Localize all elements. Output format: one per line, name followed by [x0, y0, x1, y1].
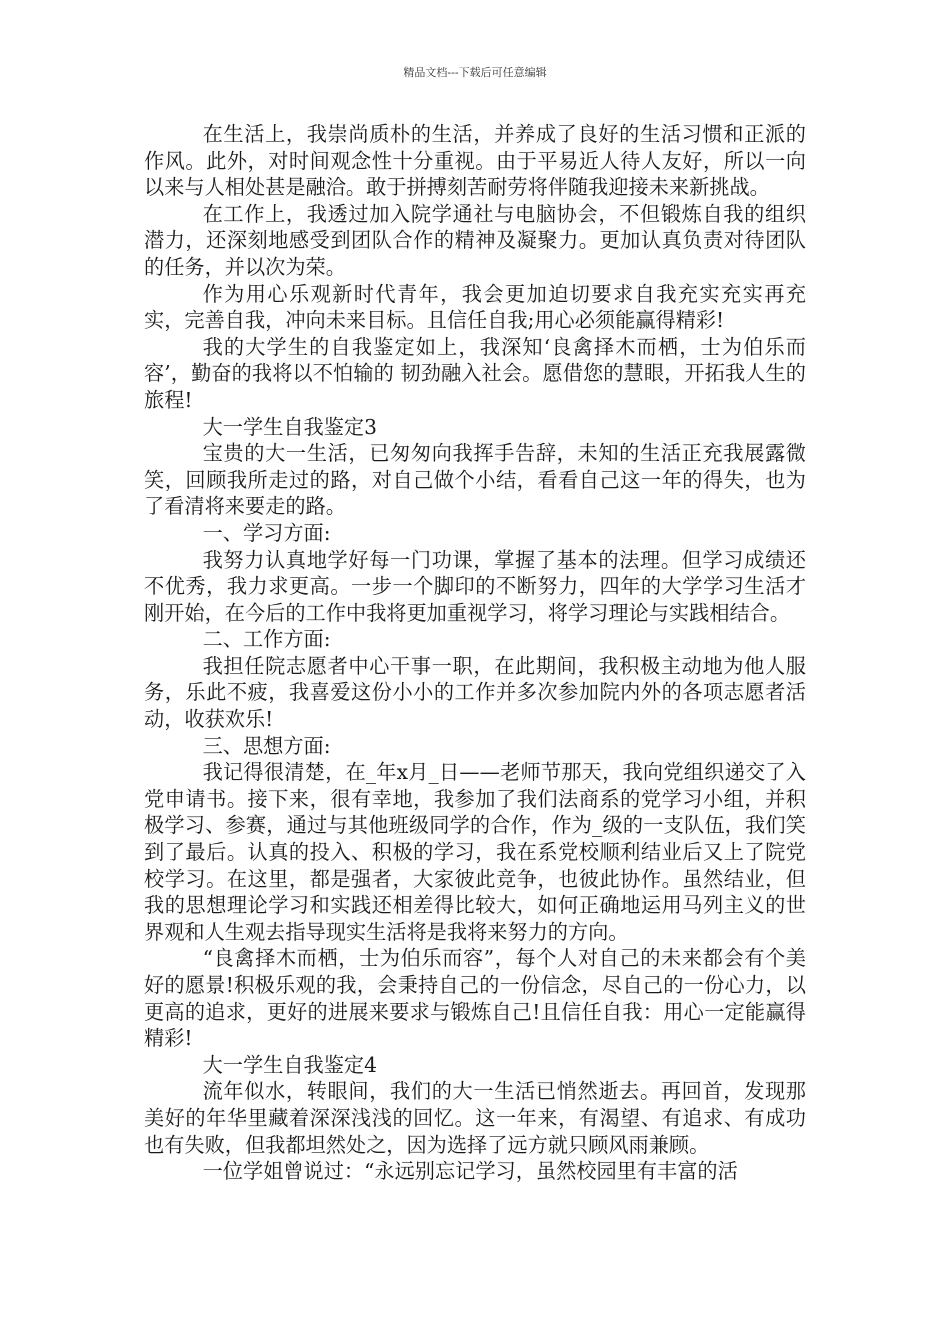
- subsection-heading: 二、工作方面:: [202, 627, 331, 652]
- paragraph: 我努力认真地学好每一门功课，掌握了基本的法理。但学习成绩还不优秀，我力求更高。一步一个脚印的不断努力，四年的大学学习生活才刚开始，在今后的工作中我将更加重视学习，将学习理论与实践相结合。: [144, 547, 806, 625]
- paragraph: 我担任院志愿者中心干事一职，在此期间，我积极主动地为他人服务，乐此不疲，我喜爱这份小小的工作并多次参加院内外的各项志愿者活动，收获欢乐!: [144, 653, 806, 732]
- subsection-heading: 一、学习方面:: [202, 520, 331, 545]
- subsection-heading: 三、思想方面:: [202, 733, 331, 758]
- paragraph: “良禽择木而栖，士为伯乐而容”，每个人对自己的未来都会有个美好的愿景!积极乐观的我，会秉持自己的一份信念，尽自己的一份心力，以更高的追求，更好的进展来要求与锻炼自己!且信任自我：用心一定能赢得精彩!: [144, 946, 806, 1051]
- paragraph: 作为用心乐观新时代青年，我会更加迫切要求自我充实充实再充实，完善自我，冲向未来目标。且信任自我;用心必须能赢得精彩!: [144, 281, 806, 333]
- paragraph: 我的大学生的自我鉴定如上，我深知‘良禽择木而栖，士为伯乐而容’，勤奋的我将以不怕输的 韧劲融入社会。愿借您的慧眼，开拓我人生的旅程!: [144, 334, 806, 412]
- paragraph: 一位学姐曾说过：“永远别忘记学习，虽然校园里有丰富的活: [202, 1159, 738, 1184]
- document-body: [144, 121, 806, 1185]
- paragraph: 宝贵的大一生活，已匆匆向我挥手告辞，未知的生活正充我展露微笑，回顾我所走过的路，对自己做个小结，看看自己这一年的得失，也为了看清将来要走的路。: [144, 441, 806, 519]
- paragraph: 在工作上，我透过加入院学通社与电脑协会，不但锻炼自我的组织潜力，还深刻地感受到团队合作的精神及凝聚力。更加认真负责对待团队的任务，并以次为荣。: [144, 201, 806, 279]
- section-heading: 大一学生自我鉴定3: [202, 414, 377, 439]
- paragraph: 流年似水，转眼间，我们的大一生活已悄然逝去。再回首，发现那美好的年华里藏着深深浅浅的回忆。这一年来，有渴望、有追求、有成功也有失败，但我都坦然处之，因为选择了远方就只顾风雨兼顾。: [144, 1079, 806, 1157]
- section-heading: 大一学生自我鉴定4: [202, 1052, 377, 1077]
- paragraph: 在生活上，我崇尚质朴的生活，并养成了良好的生活习惯和正派的作风。此外，对时间观念性十分重视。由于平易近人待人友好，所以一向以来与人相处甚是融洽。敢于拼搏刻苦耐劳将伴随我迎接未来新挑战。: [144, 122, 806, 200]
- paragraph: 我记得很清楚，在_年x月_日——老师节那天，我向党组织递交了入党申请书。接下来，很有幸地，我参加了我们法商系的党学习小组，并积极学习、参赛，通过与其他班级同学的合作，作为_级的一支队伍，我们笑到了最后。认真的投入、积极的学习，我在系党校顺利结业后又上了院党校学习。在这里，都是强者，大家彼此竞争，也彼此协作。虽然结业，但我的思想理论学习和实践还相差得比较大，如何正确地运用马列主义的世界观和人生观去指导现实生活将是我将来努力的方向。: [144, 760, 806, 944]
- page-header: 精品文档---下载后可任意编辑: [403, 66, 547, 79]
